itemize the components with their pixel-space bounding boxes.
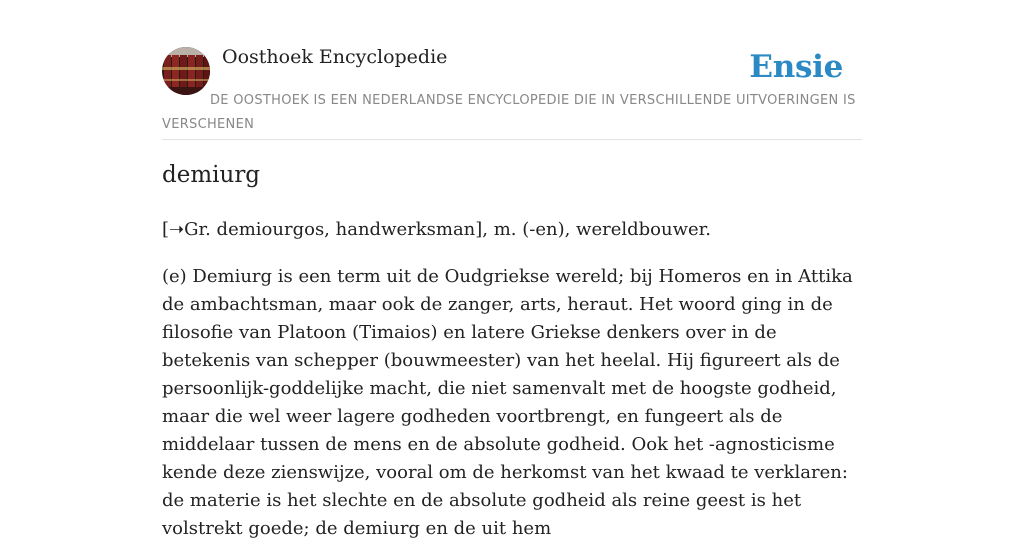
book-spines-icon bbox=[162, 47, 210, 95]
site-header bbox=[162, 0, 862, 140]
site-name[interactable]: Oosthoek Encyclopedie bbox=[222, 46, 448, 68]
article-body: (e) Demiurg is een term uit de Oudgriekse wereld; bij Homeros en in Attika de ambachtsman, maar ook de zanger, arts, heraut. Het woord ging in de filosofie van Platoon (Timaios) en latere Griekse denkers over in de betekenis van schepper (bouwmeester) van het heelal. Hij figureert als de persoonlijk-goddelijke macht, die niet samenvalt met de hoogste godheid, maar die wel weer lagere godheden voortbrengt, en fungeert als de middelaar tussen de mens en de absolute godheid. Ook het -agnosticisme kende deze zienswijze, vooral om de herkomst van het kwaad te verklaren: de materie is het slechte en de absolute godheid als reine geest is het volstrekt goede; de demiurg en de uit hem bbox=[162, 266, 853, 539]
header-divider bbox=[162, 139, 862, 140]
article-etymology: [➝Gr. demiourgos, handwerksman], m. (-en), wereldbouwer. bbox=[162, 219, 712, 240]
avatar[interactable] bbox=[162, 47, 210, 95]
site-tagline: DE OOSTHOEK IS EEN NEDERLANDSE ENCYCLOPEDIE DIE IN VERSCHILLENDE UITVOERINGEN IS VERSCHENEN bbox=[162, 93, 856, 132]
brand-logo[interactable]: Ensie bbox=[749, 49, 843, 85]
page bbox=[162, 0, 862, 539]
article-title: demiurg bbox=[162, 162, 261, 188]
